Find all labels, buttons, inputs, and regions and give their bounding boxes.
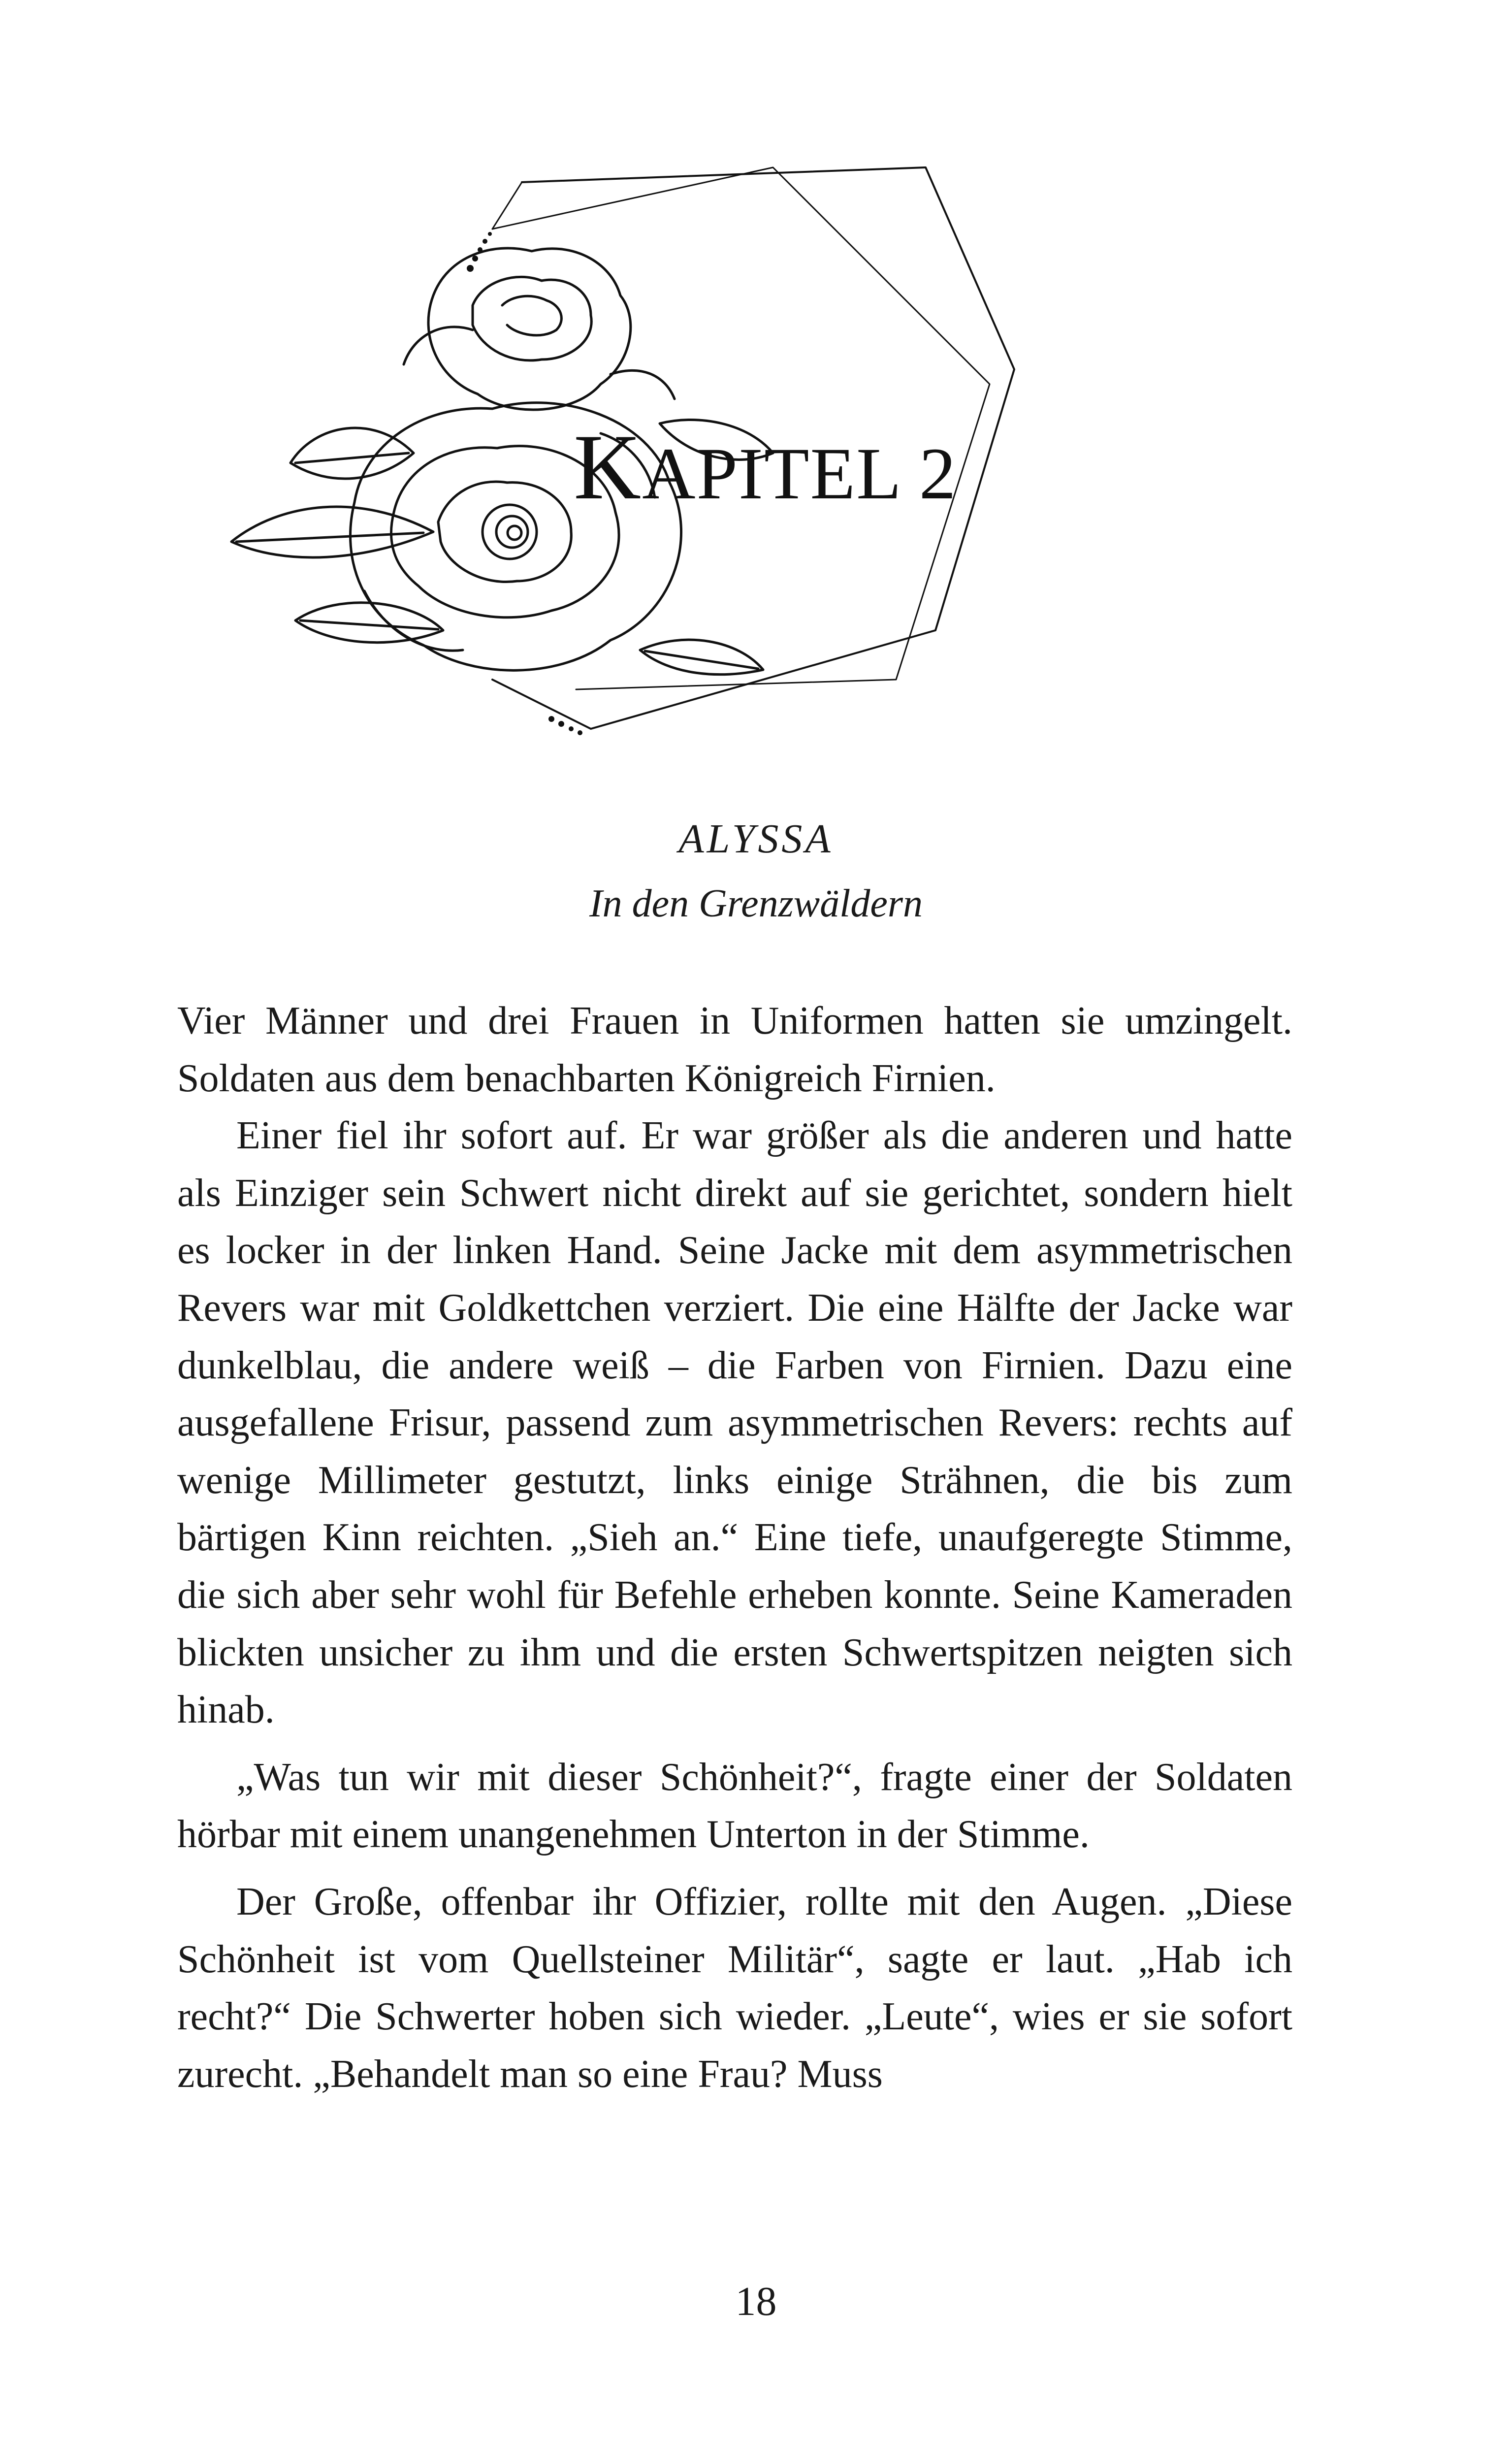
top-rose: [404, 248, 675, 410]
pov-character: ALYSSA: [678, 816, 834, 862]
chapter-title: [574, 414, 957, 521]
body-text: [177, 992, 1292, 2103]
paragraph: „Was tun wir mit dieser Schönheit?“, fragte einer der Soldaten hörbar mit einem unangenehmen Unterton in der Stimme.: [177, 1755, 1292, 1857]
chapter-title-rest: APITEL 2: [642, 433, 957, 515]
paragraph: Vier Männer und drei Frauen in Uniformen hatten sie umzingelt. Soldaten aus dem benachbarten Königreich Firnien.: [177, 999, 1292, 1100]
paragraph: Einer fiel ihr sofort auf. Er war größer als die anderen und hatte als Einziger sein Schwert nicht direkt auf sie gerichtet, sondern hielt es locker in der linken Hand. Seine Jacke mit dem asymmetrischen Revers war mit Goldkettchen verziert. Die eine Hälfte der Jacke war dunkelblau, die andere weiß – die Farben von Firnien. Dazu eine ausgefallene Frisur, passend zum asymmetrischen Revers: rechts auf wenige Millimeter gestutzt, links einige Strähnen, die bis zum bärtigen Kinn reichten. „Sieh an.“ Eine tiefe, unaufgeregte Stimme, die sich aber sehr wohl für Befehle erheben konnte. Seine Kameraden blickten unsicher zu ihm und die ersten Schwertspitzen neigten sich hinab.: [177, 1114, 1292, 1732]
scene-location: In den Grenzwäldern: [589, 882, 923, 925]
chapter-title-initial: K: [574, 416, 643, 519]
page-number: 18: [735, 2279, 777, 2324]
paragraph: Der Große, offenbar ihr Offizier, rollte mit den Augen. „Diese Schönheit ist vom Quellsteiner Militär“, sagte er laut. „Hab ich recht?“ Die Schwerter hoben sich wieder. „Leute“, wies er sie sofort zurecht. „Behandelt man so eine Frau? Muss: [177, 1880, 1292, 2096]
